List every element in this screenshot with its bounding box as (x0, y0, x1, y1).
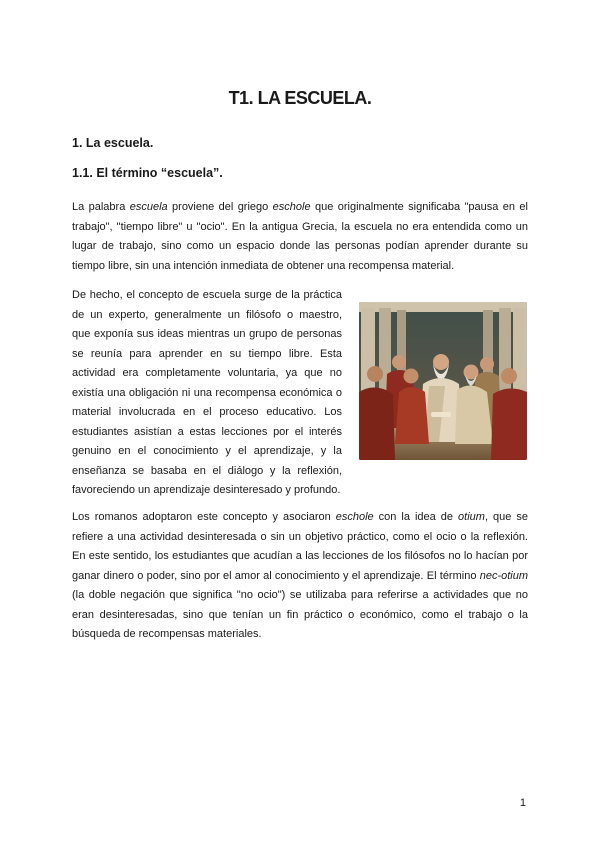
paragraph-1-text: La palabra (72, 201, 130, 213)
section-heading: 1. La escuela. (72, 136, 154, 150)
paragraph-1-text: proviene del griego (167, 201, 273, 213)
paragraph-2: De hecho, el concepto de escuela surge de la práctica de un experto, generalmente un filósofo o maestro, que exponía sus ideas mientras un grupo de personas se reunía para aprender en su tiempo libre. Esta actividad era completamente voluntaria, ya que no existía una obligación ni una recompensa económica o material involucrada en el proceso educativo. Los estudiantes asistían a estas lecciones por el interés genuino en el conocimiento y el aprendizaje, y la enseñanza se basaba en el diálogo y la reflexión, favoreciendo un aprendizaje desinteresado y profundo. (72, 289, 342, 496)
term-otium: otium (458, 511, 485, 523)
philosophers-illustration (359, 302, 527, 460)
page-title: T1. LA ESCUELA. (228, 88, 372, 108)
paragraph-3-text: (la doble negación que significa "no ocio") se utilizaba para referirse a actividades que no eran desinteresadas, sino que tenían un fin práctico o económico, como el trabajo o la búsqueda de recompensas materiales. (72, 589, 528, 640)
paragraph-3 (72, 508, 528, 645)
term-nec-otium: nec-otium (479, 569, 528, 582)
paragraph-3-text: , que se refiere a una actividad desinteresada o sin un objetivo práctico, como el ocio o la reflexión. En este sentido, los estudiantes que acudían a las lecciones de los filósofos no lo hacían por ganar dinero o poder, sino por el amor al conocimiento y el aprendizaje. El término (72, 511, 528, 582)
paragraph-1-text: que originalmente significaba "pausa en el trabajo", "tiempo libre" u "ocio". En la antigua Grecia, la escuela no era entendida como un lugar de trabajo, sino como un espacio donde las personas podían aprender durante su tiempo libre, sin una intención inmediata de obtener una recompensa material. (72, 201, 528, 272)
term-escuela: escuela (129, 201, 168, 213)
paragraph-3-text: con la idea de (373, 511, 459, 523)
paragraph-1 (72, 198, 528, 276)
page-number: 1 (519, 797, 526, 809)
paragraph-3-text: Los romanos adoptaron este concepto y asociaron (72, 511, 336, 523)
subsection-heading: 1.1. El término “escuela”. (72, 166, 223, 180)
term-eschole: eschole (272, 201, 311, 213)
term-eschole: eschole (335, 511, 374, 523)
